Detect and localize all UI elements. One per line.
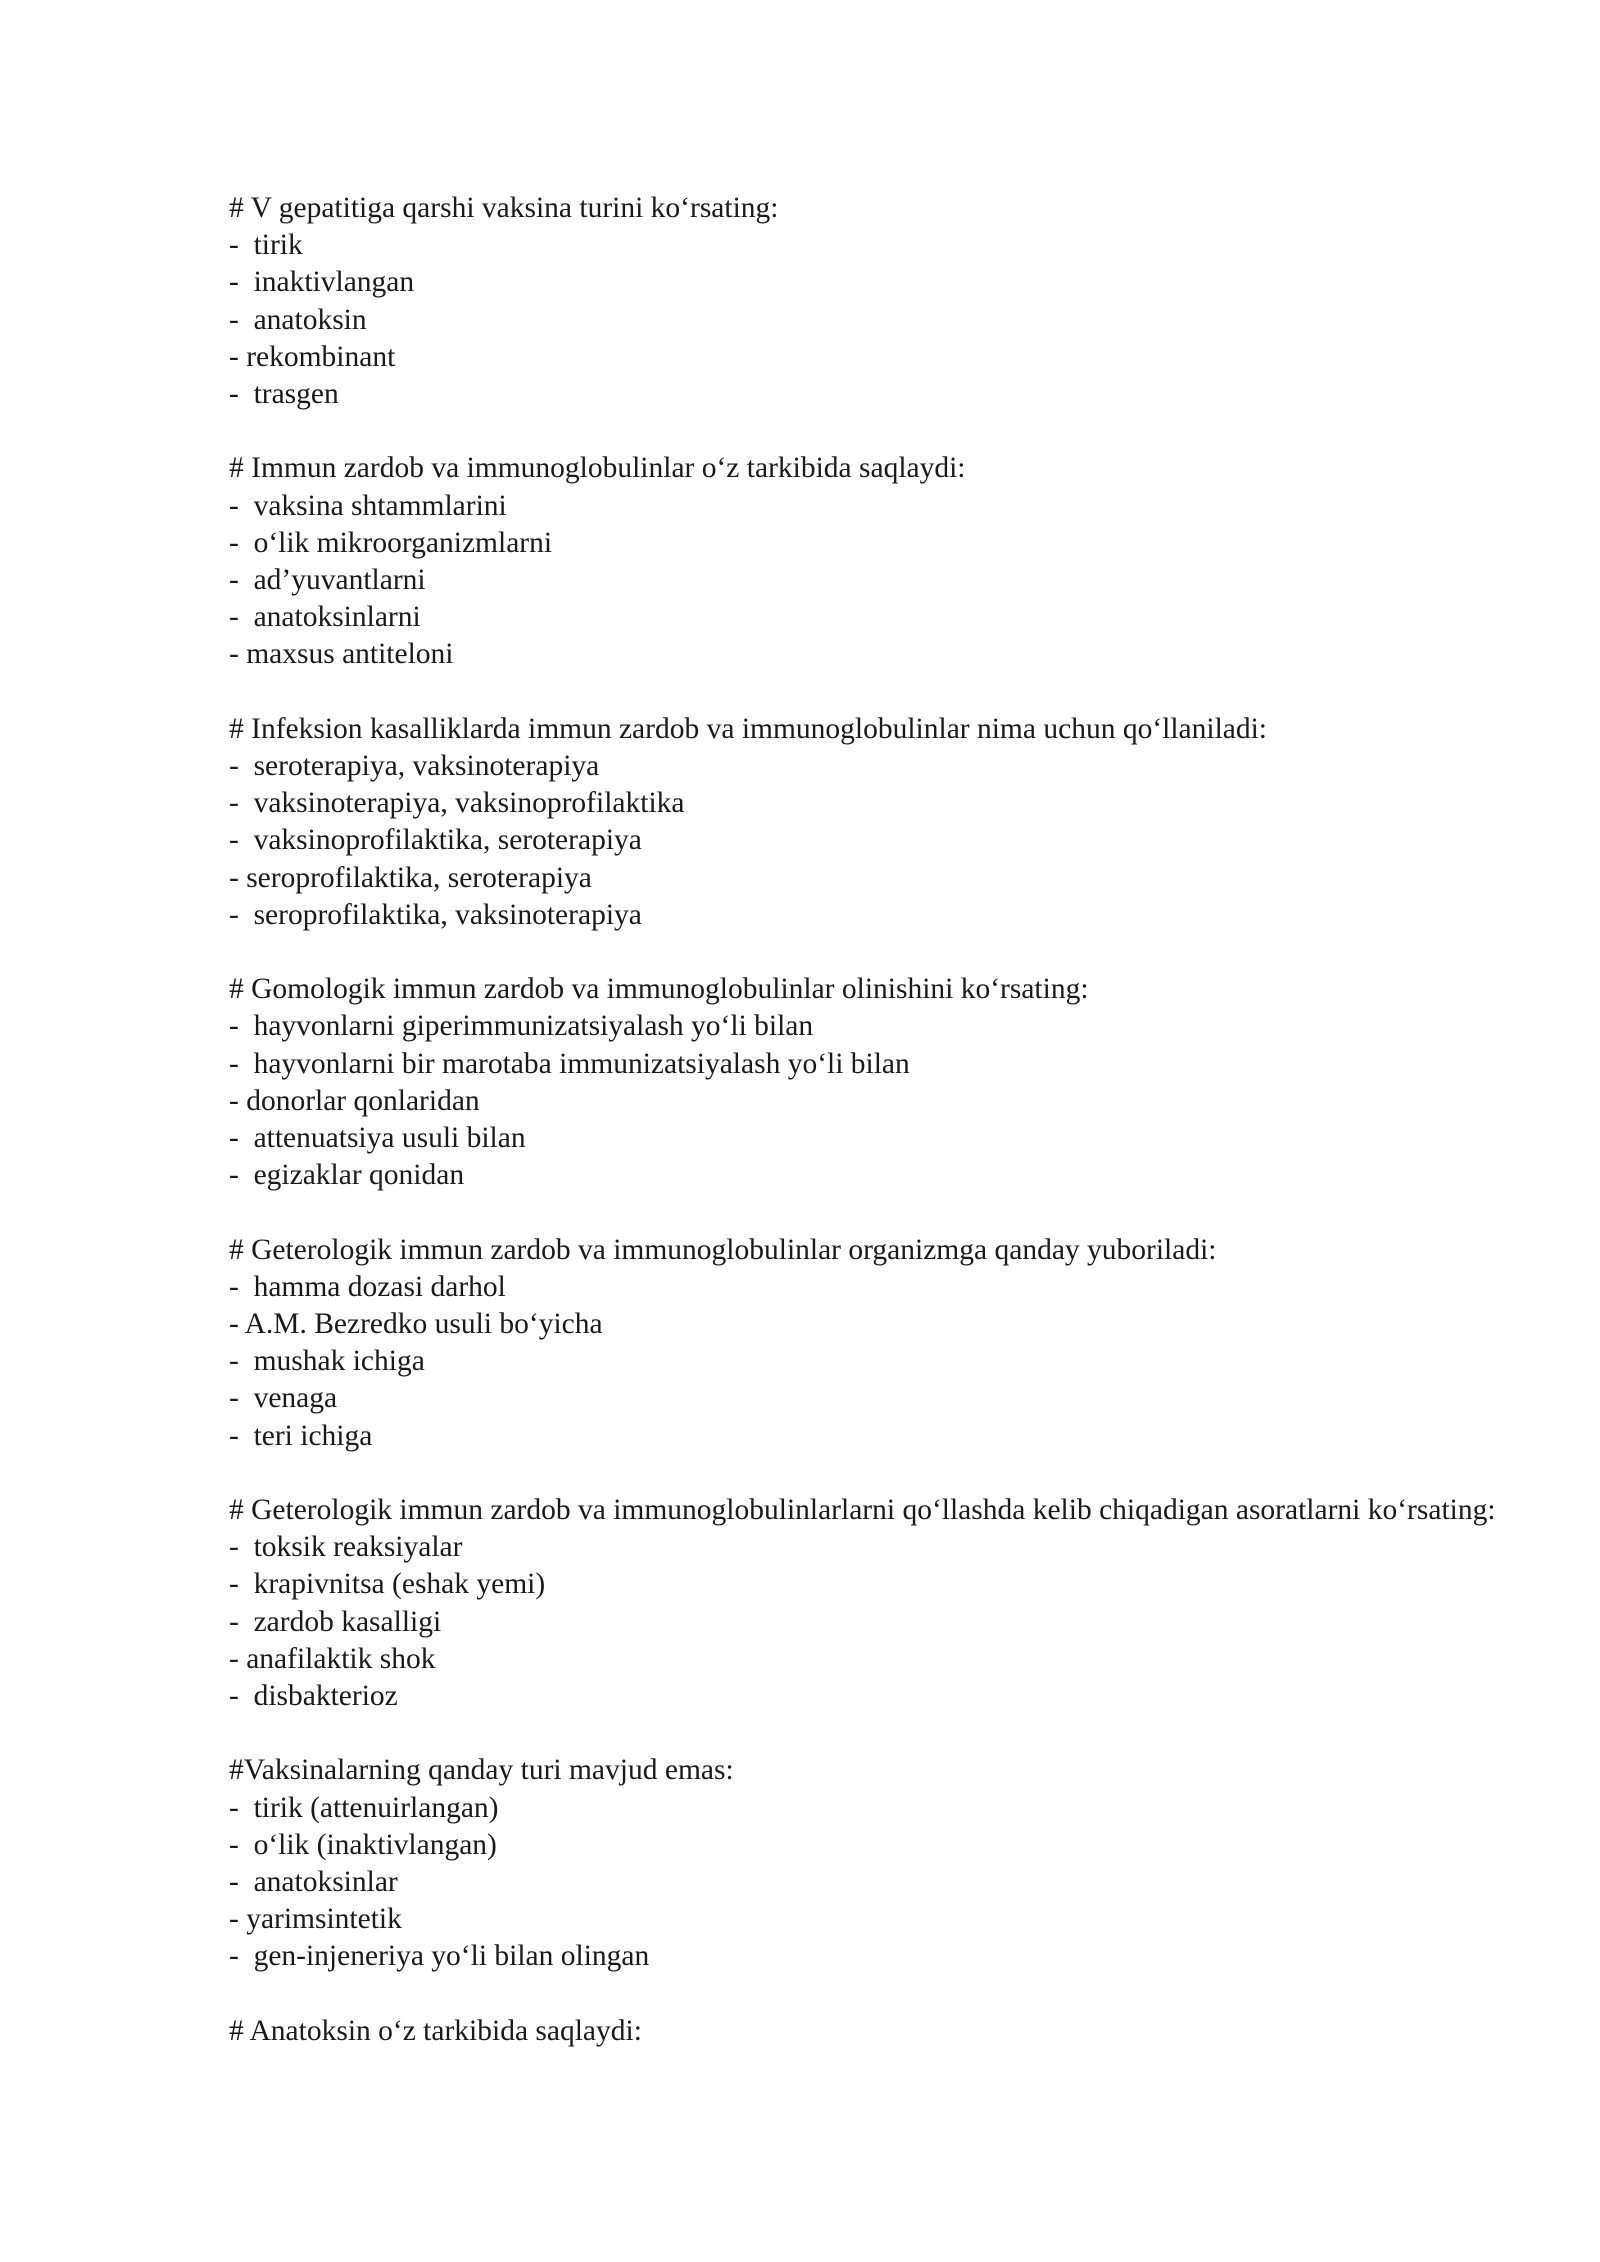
question-block	[229, 450, 1529, 673]
answer-option: - disbakterioz	[229, 1680, 398, 1713]
question-text: # Geterologik immun zardob va immunoglobulinlar organizmga qanday yuboriladi:	[229, 1233, 1217, 1266]
question-block	[229, 190, 1529, 413]
answer-option: - zardob kasalligi	[229, 1605, 442, 1638]
answer-option: - hayvonlarni giperimmunizatsiyalash yo‘li bilan	[229, 1010, 814, 1043]
answer-option: - A.M. Bezredko usuli bo‘yicha	[229, 1308, 603, 1341]
answer-option: - mushak ichiga	[229, 1345, 425, 1378]
answer-option: - ad’yuvantlarni	[229, 564, 426, 597]
answer-option: - o‘lik mikroorganizmlarni	[229, 526, 553, 559]
answer-option: - o‘lik (inaktivlangan)	[229, 1828, 497, 1861]
answer-option: - rekombinant	[229, 340, 396, 373]
answer-option: - seroprofilaktika, seroterapiya	[229, 861, 592, 894]
answer-option: - attenuatsiya usuli bilan	[229, 1122, 526, 1155]
question-text: #Vaksinalarning qanday turi mavjud emas:	[229, 1754, 734, 1787]
answer-option: - yarimsintetik	[229, 1903, 402, 1936]
answer-option: - anatoksinlar	[229, 1866, 398, 1899]
answer-option: - hamma dozasi darhol	[229, 1270, 506, 1303]
answer-option: - maxsus antiteloni	[229, 638, 454, 671]
question-text: # Immun zardob va immunoglobulinlar o‘z tarkibida saqlaydi:	[229, 452, 966, 485]
answer-option: - inaktivlangan	[229, 266, 415, 299]
answer-option: - egizaklar qonidan	[229, 1159, 465, 1192]
question-block	[229, 1232, 1529, 1455]
answer-option: - krapivnitsa (eshak yemi)	[229, 1568, 546, 1601]
answer-option: - vaksinoterapiya, vaksinoprofilaktika	[229, 787, 685, 820]
question-text: # Gomologik immun zardob va immunoglobulinlar olinishini ko‘rsating:	[229, 973, 1089, 1006]
question-list	[229, 190, 1529, 2087]
answer-option: - tirik (attenuirlangan)	[229, 1791, 499, 1824]
answer-option: - toksik reaksiyalar	[229, 1531, 463, 1564]
answer-option: - hayvonlarni bir marotaba immunizatsiyalash yo‘li bilan	[229, 1047, 910, 1080]
answer-option: - vaksina shtammlarini	[229, 489, 507, 522]
answer-option: - gen-injeneriya yo‘li bilan olingan	[229, 1940, 650, 1973]
question-block	[229, 1492, 1529, 1715]
question-text: # Geterologik immun zardob va immunoglobulinlarlarni qo‘llashda kelib chiqadigan asoratlarni ko‘rsating:	[229, 1494, 1496, 1527]
answer-option: - vaksinoprofilaktika, seroterapiya	[229, 824, 642, 857]
question-text: # Anatoksin o‘z tarkibida saqlaydi:	[229, 2014, 642, 2047]
answer-option: - anafilaktik shok	[229, 1642, 436, 1675]
answer-option: - seroterapiya, vaksinoterapiya	[229, 750, 600, 783]
question-block	[229, 711, 1529, 934]
answer-option: - venaga	[229, 1382, 338, 1415]
question-block	[229, 1752, 1529, 1975]
question-block	[229, 971, 1529, 1194]
answer-option: - tirik	[229, 229, 303, 262]
answer-option: - seroprofilaktika, vaksinoterapiya	[229, 898, 642, 931]
question-block	[229, 2013, 1529, 2050]
answer-option: - trasgen	[229, 378, 339, 411]
answer-option: - anatoksin	[229, 303, 367, 336]
answer-option: - anatoksinlarni	[229, 601, 421, 634]
question-text: # V gepatitiga qarshi vaksina turini ko‘rsating:	[229, 192, 779, 224]
answer-option: - teri ichiga	[229, 1419, 373, 1452]
answer-option: - donorlar qonlaridan	[229, 1084, 480, 1117]
question-text: # Infeksion kasalliklarda immun zardob va immunoglobulinlar nima uchun qo‘llaniladi:	[229, 712, 1268, 745]
